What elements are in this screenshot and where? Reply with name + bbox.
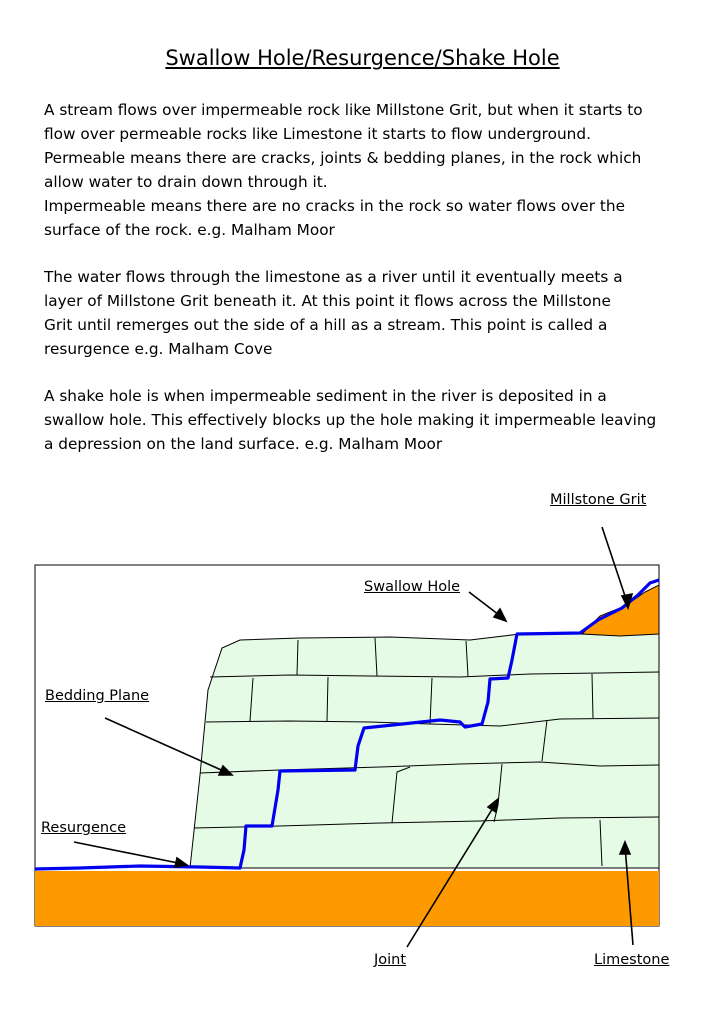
millstone-grit-base-layer	[35, 871, 659, 926]
label-joint: Joint	[374, 952, 407, 968]
label-resurgence: Resurgence	[41, 820, 127, 836]
text-line: allow water to drain down through it.	[44, 173, 328, 191]
text-line: Impermeable means there are no cracks in the rock so water flows over the	[44, 197, 625, 215]
label-bedding-plane: Bedding Plane	[45, 688, 150, 704]
text-line: surface of the rock. e.g. Malham Moor	[44, 221, 335, 239]
label-swallow-hole: Swallow Hole	[364, 579, 461, 595]
text-line: swallow hole. This effectively blocks up the hole making it impermeable leaving	[44, 411, 657, 429]
page-title: Swallow Hole/Resurgence/Shake Hole	[165, 46, 560, 70]
text-line: Grit until remerges out the side of a hill as a stream. This point is called a	[44, 316, 608, 334]
text-line: flow over permeable rocks like Limestone it starts to flow underground.	[44, 125, 591, 143]
limestone-block	[190, 632, 659, 868]
text-line: A stream flows over impermeable rock like Millstone Grit, but when it starts to	[44, 101, 643, 119]
text-line: Permeable means there are cracks, joints & bedding planes, in the rock which	[44, 149, 642, 167]
text-line: a depression on the land surface. e.g. Malham Moor	[44, 435, 443, 453]
text-line: layer of Millstone Grit beneath it. At this point it flows across the Millstone	[44, 292, 611, 310]
text-line: The water flows through the limestone as a river until it eventually meets a	[44, 268, 623, 286]
text-line: resurgence e.g. Malham Cove	[44, 340, 273, 358]
label-limestone: Limestone	[594, 952, 670, 968]
label-millstone-grit: Millstone Grit	[550, 492, 647, 508]
text-line: A shake hole is when impermeable sediment in the river is deposited in a	[44, 387, 607, 405]
